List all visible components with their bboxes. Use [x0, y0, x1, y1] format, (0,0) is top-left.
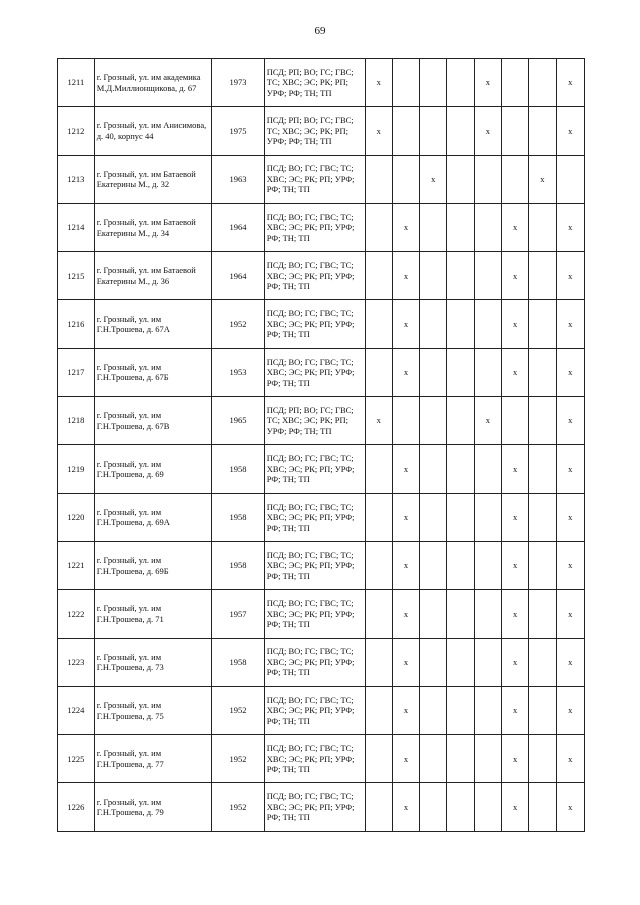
mark-cell: х	[474, 397, 501, 445]
mark-cell	[474, 735, 501, 783]
table-row	[58, 445, 585, 493]
mark-cell	[474, 300, 501, 348]
systems-cell: ПСД; ВО; ГС; ГВС; ТС; ХВС; ЭС; РК; РП; УРФ; РФ; ТН; ТП	[264, 348, 365, 396]
mark-cell	[529, 300, 556, 348]
mark-cell	[529, 735, 556, 783]
mark-cell	[447, 348, 474, 396]
systems-cell: ПСД; ВО; ГС; ГВС; ТС; ХВС; ЭС; РК; РП; УРФ; РФ; ТН; ТП	[264, 783, 365, 831]
mark-cell	[447, 203, 474, 251]
row-number-cell: 1212	[58, 107, 95, 155]
systems-cell: ПСД; ВО; ГС; ГВС; ТС; ХВС; ЭС; РК; РП; УРФ; РФ; ТН; ТП	[264, 541, 365, 589]
mark-cell	[529, 348, 556, 396]
row-number-cell: 1217	[58, 348, 95, 396]
mark-cell: х	[556, 300, 584, 348]
table-row	[58, 348, 585, 396]
row-number-cell: 1211	[58, 59, 95, 107]
mark-cell	[420, 783, 447, 831]
mark-cell	[365, 541, 392, 589]
mark-cell: х	[392, 252, 419, 300]
mark-cell: х	[392, 203, 419, 251]
mark-cell: х	[501, 300, 528, 348]
mark-cell	[529, 203, 556, 251]
mark-cell	[365, 203, 392, 251]
mark-cell	[447, 541, 474, 589]
mark-cell: х	[392, 735, 419, 783]
table-row	[58, 300, 585, 348]
table-row	[58, 397, 585, 445]
mark-cell: х	[501, 590, 528, 638]
systems-cell: ПСД; ВО; ГС; ГВС; ТС; ХВС; ЭС; РК; РП; УРФ; РФ; ТН; ТП	[264, 735, 365, 783]
mark-cell	[365, 735, 392, 783]
year-built-cell: 1975	[212, 107, 264, 155]
mark-cell: х	[501, 638, 528, 686]
mark-cell: х	[556, 735, 584, 783]
mark-cell	[420, 735, 447, 783]
address-cell: г. Грозный, ул. им Г.Н.Трошева, д. 67В	[94, 397, 212, 445]
mark-cell: х	[392, 638, 419, 686]
table-row	[58, 252, 585, 300]
mark-cell: х	[392, 300, 419, 348]
mark-cell	[447, 735, 474, 783]
mark-cell: х	[501, 348, 528, 396]
row-number-cell: 1218	[58, 397, 95, 445]
mark-cell	[474, 783, 501, 831]
mark-cell	[365, 686, 392, 734]
year-built-cell: 1965	[212, 397, 264, 445]
year-built-cell: 1963	[212, 155, 264, 203]
table-row	[58, 107, 585, 155]
mark-cell: х	[529, 155, 556, 203]
mark-cell: х	[392, 590, 419, 638]
mark-cell: х	[556, 252, 584, 300]
mark-cell: х	[501, 735, 528, 783]
mark-cell	[474, 638, 501, 686]
mark-cell	[420, 300, 447, 348]
address-cell: г. Грозный, ул. им Г.Н.Трошева, д. 69	[94, 445, 212, 493]
mark-cell	[447, 397, 474, 445]
row-number-cell: 1220	[58, 493, 95, 541]
address-cell: г. Грозный, ул. им Г.Н.Трошева, д. 71	[94, 590, 212, 638]
mark-cell: х	[556, 686, 584, 734]
mark-cell: х	[556, 541, 584, 589]
row-number-cell: 1215	[58, 252, 95, 300]
systems-cell: ПСД; ВО; ГС; ГВС; ТС; ХВС; ЭС; РК; РП; УРФ; РФ; ТН; ТП	[264, 445, 365, 493]
mark-cell	[474, 348, 501, 396]
row-number-cell: 1222	[58, 590, 95, 638]
mark-cell: х	[556, 397, 584, 445]
mark-cell	[392, 107, 419, 155]
mark-cell: х	[501, 686, 528, 734]
mark-cell: х	[392, 783, 419, 831]
address-cell: г. Грозный, ул. им Г.Н.Трошева, д. 75	[94, 686, 212, 734]
systems-cell: ПСД; ВО; ГС; ГВС; ТС; ХВС; ЭС; РК; РП; УРФ; РФ; ТН; ТП	[264, 686, 365, 734]
mark-cell	[392, 59, 419, 107]
address-cell: г. Грозный, ул. им Г.Н.Трошева, д. 69А	[94, 493, 212, 541]
systems-cell: ПСД; ВО; ГС; ГВС; ТС; ХВС; ЭС; РК; РП; УРФ; РФ; ТН; ТП	[264, 203, 365, 251]
mark-cell	[420, 107, 447, 155]
systems-cell: ПСД; ВО; ГС; ГВС; ТС; ХВС; ЭС; РК; РП; УРФ; РФ; ТН; ТП	[264, 493, 365, 541]
systems-cell: ПСД; ВО; ГС; ГВС; ТС; ХВС; ЭС; РК; РП; УРФ; РФ; ТН; ТП	[264, 155, 365, 203]
mark-cell	[529, 107, 556, 155]
table-row	[58, 686, 585, 734]
mark-cell: х	[556, 107, 584, 155]
mark-cell	[501, 59, 528, 107]
mark-cell	[529, 493, 556, 541]
mark-cell: х	[556, 445, 584, 493]
table-row	[58, 493, 585, 541]
mark-cell	[365, 348, 392, 396]
mark-cell	[365, 590, 392, 638]
mark-cell	[420, 203, 447, 251]
mark-cell	[474, 541, 501, 589]
row-number-cell: 1216	[58, 300, 95, 348]
address-cell: г. Грозный, ул. им Г.Н.Трошева, д. 77	[94, 735, 212, 783]
row-number-cell: 1214	[58, 203, 95, 251]
row-number-cell: 1213	[58, 155, 95, 203]
year-built-cell: 1958	[212, 638, 264, 686]
mark-cell: х	[556, 59, 584, 107]
address-cell: г. Грозный, ул. им Батаевой Екатерины М., д. 32	[94, 155, 212, 203]
year-built-cell: 1952	[212, 300, 264, 348]
mark-cell	[501, 397, 528, 445]
year-built-cell: 1964	[212, 252, 264, 300]
mark-cell	[420, 59, 447, 107]
table-row	[58, 59, 585, 107]
mark-cell	[447, 638, 474, 686]
mark-cell	[447, 252, 474, 300]
mark-cell	[474, 252, 501, 300]
mark-cell	[420, 541, 447, 589]
systems-cell: ПСД; РП; ВО; ГС; ГВС; ТС; ХВС; ЭС; РК; РП; УРФ; РФ; ТН; ТП	[264, 59, 365, 107]
systems-cell: ПСД; ВО; ГС; ГВС; ТС; ХВС; ЭС; РК; РП; УРФ; РФ; ТН; ТП	[264, 638, 365, 686]
mark-cell	[474, 590, 501, 638]
mark-cell	[529, 783, 556, 831]
mark-cell: х	[501, 541, 528, 589]
address-cell: г. Грозный, ул. им Г.Н.Трошева, д. 69Б	[94, 541, 212, 589]
address-cell: г. Грозный, ул. им Батаевой Екатерины М., д. 36	[94, 252, 212, 300]
building-registry-table	[57, 58, 585, 832]
mark-cell	[529, 638, 556, 686]
year-built-cell: 1957	[212, 590, 264, 638]
row-number-cell: 1219	[58, 445, 95, 493]
mark-cell	[420, 397, 447, 445]
mark-cell: х	[420, 155, 447, 203]
mark-cell	[365, 445, 392, 493]
mark-cell	[529, 397, 556, 445]
mark-cell	[447, 493, 474, 541]
mark-cell: х	[556, 203, 584, 251]
address-cell: г. Грозный, ул. им Г.Н.Трошева, д. 67А	[94, 300, 212, 348]
mark-cell: х	[501, 445, 528, 493]
year-built-cell: 1964	[212, 203, 264, 251]
mark-cell	[420, 638, 447, 686]
table-row	[58, 203, 585, 251]
mark-cell: х	[392, 348, 419, 396]
mark-cell: х	[556, 638, 584, 686]
year-built-cell: 1952	[212, 735, 264, 783]
mark-cell	[420, 445, 447, 493]
mark-cell: х	[556, 348, 584, 396]
systems-cell: ПСД; ВО; ГС; ГВС; ТС; ХВС; ЭС; РК; РП; УРФ; РФ; ТН; ТП	[264, 590, 365, 638]
year-built-cell: 1958	[212, 493, 264, 541]
mark-cell	[447, 107, 474, 155]
mark-cell: х	[365, 107, 392, 155]
mark-cell: х	[556, 783, 584, 831]
page-number: 69	[314, 25, 326, 37]
mark-cell: х	[556, 590, 584, 638]
mark-cell	[447, 155, 474, 203]
address-cell: г. Грозный, ул. им академика М.Д.Миллионщикова, д. 67	[94, 59, 212, 107]
mark-cell	[529, 252, 556, 300]
mark-cell	[420, 590, 447, 638]
address-cell: г. Грозный, ул. им Г.Н.Трошева, д. 73	[94, 638, 212, 686]
table-body	[58, 59, 585, 832]
year-built-cell: 1953	[212, 348, 264, 396]
systems-cell: ПСД; ВО; ГС; ГВС; ТС; ХВС; ЭС; РК; РП; УРФ; РФ; ТН; ТП	[264, 252, 365, 300]
row-number-cell: 1225	[58, 735, 95, 783]
mark-cell: х	[392, 493, 419, 541]
row-number-cell: 1223	[58, 638, 95, 686]
mark-cell: х	[501, 493, 528, 541]
table-row	[58, 783, 585, 831]
table-row	[58, 155, 585, 203]
systems-cell: ПСД; РП; ВО; ГС; ГВС; ТС; ХВС; ЭС; РК; РП; УРФ; РФ; ТН; ТП	[264, 107, 365, 155]
mark-cell	[529, 686, 556, 734]
mark-cell: х	[556, 493, 584, 541]
year-built-cell: 1958	[212, 445, 264, 493]
mark-cell	[501, 155, 528, 203]
row-number-cell: 1224	[58, 686, 95, 734]
mark-cell	[474, 445, 501, 493]
mark-cell: х	[365, 59, 392, 107]
mark-cell	[474, 493, 501, 541]
mark-cell	[392, 397, 419, 445]
mark-cell	[392, 155, 419, 203]
mark-cell	[420, 252, 447, 300]
year-built-cell: 1958	[212, 541, 264, 589]
systems-cell: ПСД; ВО; ГС; ГВС; ТС; ХВС; ЭС; РК; РП; УРФ; РФ; ТН; ТП	[264, 300, 365, 348]
mark-cell	[474, 155, 501, 203]
address-cell: г. Грозный, ул. им Батаевой Екатерины М., д. 34	[94, 203, 212, 251]
mark-cell: х	[365, 397, 392, 445]
mark-cell	[420, 493, 447, 541]
year-built-cell: 1973	[212, 59, 264, 107]
mark-cell: х	[474, 59, 501, 107]
table-row	[58, 735, 585, 783]
systems-cell: ПСД; РП; ВО; ГС; ГВС; ТС; ХВС; ЭС; РК; РП; УРФ; РФ; ТН; ТП	[264, 397, 365, 445]
mark-cell	[447, 686, 474, 734]
mark-cell: х	[474, 107, 501, 155]
year-built-cell: 1952	[212, 686, 264, 734]
mark-cell	[365, 155, 392, 203]
mark-cell: х	[392, 541, 419, 589]
row-number-cell: 1221	[58, 541, 95, 589]
mark-cell	[447, 590, 474, 638]
mark-cell	[556, 155, 584, 203]
mark-cell	[365, 300, 392, 348]
mark-cell	[420, 348, 447, 396]
mark-cell	[447, 783, 474, 831]
mark-cell	[501, 107, 528, 155]
mark-cell	[365, 783, 392, 831]
mark-cell: х	[392, 686, 419, 734]
mark-cell: х	[392, 445, 419, 493]
mark-cell	[420, 686, 447, 734]
mark-cell	[365, 252, 392, 300]
mark-cell	[447, 300, 474, 348]
mark-cell	[529, 541, 556, 589]
address-cell: г. Грозный, ул. им Г.Н.Трошева, д. 67Б	[94, 348, 212, 396]
mark-cell: х	[501, 203, 528, 251]
mark-cell	[447, 59, 474, 107]
mark-cell	[365, 493, 392, 541]
mark-cell	[365, 638, 392, 686]
row-number-cell: 1226	[58, 783, 95, 831]
address-cell: г. Грозный, ул. им Анисимова, д. 40, корпус 44	[94, 107, 212, 155]
table-row	[58, 638, 585, 686]
mark-cell	[474, 203, 501, 251]
table-row	[58, 590, 585, 638]
mark-cell	[474, 686, 501, 734]
mark-cell	[529, 59, 556, 107]
mark-cell: х	[501, 252, 528, 300]
mark-cell	[447, 445, 474, 493]
mark-cell	[529, 590, 556, 638]
mark-cell: х	[501, 783, 528, 831]
table-row	[58, 541, 585, 589]
mark-cell	[529, 445, 556, 493]
address-cell: г. Грозный, ул. им Г.Н.Трошева, д. 79	[94, 783, 212, 831]
year-built-cell: 1952	[212, 783, 264, 831]
